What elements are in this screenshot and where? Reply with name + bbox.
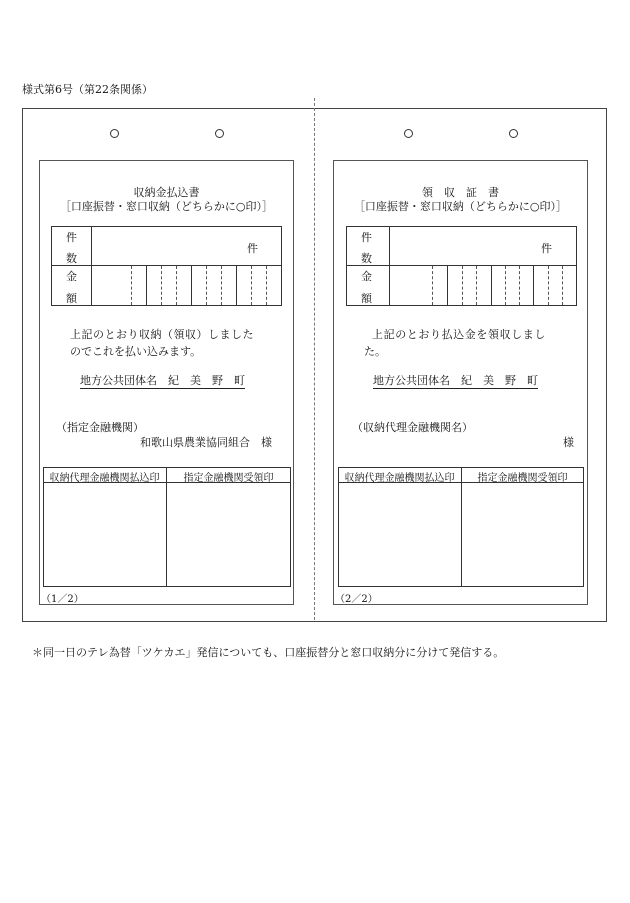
slip1-entity-wrap — [80, 372, 245, 388]
count-unit: 件 — [247, 242, 258, 255]
stamp-label: 収納代理金融機関払込印 — [344, 473, 455, 484]
slip2-page-number: （2／2） — [335, 594, 378, 605]
slip2-message: た。 — [364, 345, 386, 358]
designated-bank-name: 和歌山県農業協同組合 様 — [140, 436, 272, 449]
punch-hole-icon — [404, 129, 413, 138]
slip1-message: 上記のとおり収納（領収）しました — [70, 328, 254, 341]
digit-column — [562, 266, 563, 305]
slip1-page-number: （1／2） — [41, 594, 84, 605]
stamp-divider — [166, 467, 167, 587]
digit-column — [206, 266, 207, 305]
digit-column — [191, 266, 192, 305]
count-label: 件 — [66, 231, 77, 244]
slip2-entity-wrap — [373, 372, 538, 388]
digit-column — [432, 266, 433, 305]
count-label: 数 — [361, 252, 372, 265]
form-heading: 様式第6号（第22条関係） — [22, 83, 153, 96]
digit-column — [266, 266, 267, 305]
digit-column — [146, 266, 147, 305]
stamp-label: 指定金融機関受領印 — [477, 473, 568, 484]
slip2-subtitle: ［口座振替・窓口収納（どちらかに○印）］ — [353, 200, 568, 213]
digit-column — [161, 266, 162, 305]
fold-line — [314, 98, 315, 620]
digit-column — [131, 266, 132, 305]
designated-bank-label: （指定金融機関） — [56, 421, 144, 434]
slip2-title: 領 収 証 書 — [422, 186, 499, 199]
digit-column — [519, 266, 520, 305]
digit-column — [505, 266, 506, 305]
stamp-divider — [461, 467, 462, 587]
digit-column — [251, 266, 252, 305]
amount-label: 金 — [361, 270, 372, 283]
slip1-subtitle: ［口座振替・窓口収納（どちらかに○印）］ — [59, 200, 274, 213]
punch-hole-icon — [509, 129, 518, 138]
digit-column — [447, 266, 448, 305]
table-divider — [51, 265, 282, 266]
amount-label: 金 — [66, 270, 77, 283]
punch-hole-icon — [110, 129, 119, 138]
sama-suffix: 様 — [563, 436, 574, 449]
digit-column — [476, 266, 477, 305]
amount-label: 額 — [66, 292, 77, 305]
slip1-title: 収納金払込書 — [133, 186, 200, 199]
stamp-label: 収納代理金融機関払込印 — [49, 473, 160, 484]
slip2-entity-name: 地方公共団体名 紀 美 野 町 — [373, 374, 538, 387]
agent-bank-label: （収納代理金融機関名） — [352, 421, 473, 434]
digit-column — [548, 266, 549, 305]
digit-column — [462, 266, 463, 305]
punch-hole-icon — [215, 129, 224, 138]
slip1-entity-name: 地方公共団体名 紀 美 野 町 — [80, 374, 245, 387]
digit-column — [176, 266, 177, 305]
slip1-amount-table — [51, 226, 282, 306]
digit-column — [533, 266, 534, 305]
digit-column — [491, 266, 492, 305]
amount-label: 額 — [361, 292, 372, 305]
count-label: 数 — [66, 252, 77, 265]
count-label: 件 — [361, 231, 372, 244]
digit-column — [236, 266, 237, 305]
table-divider — [389, 226, 390, 306]
slip2-message: 上記のとおり払込金を領収しまし — [372, 328, 546, 341]
digit-column — [221, 266, 222, 305]
slip1-stamp-box — [43, 467, 291, 587]
slip1-message: のでこれを払い込みます。 — [70, 345, 202, 358]
table-divider — [91, 226, 92, 306]
footnote: ＊同一日のテレ為替「ツケカエ」発信についても、口座振替分と窓口収納分に分けて発信する。 — [32, 646, 505, 659]
count-unit: 件 — [541, 242, 552, 255]
stamp-label: 指定金融機関受領印 — [183, 473, 274, 484]
